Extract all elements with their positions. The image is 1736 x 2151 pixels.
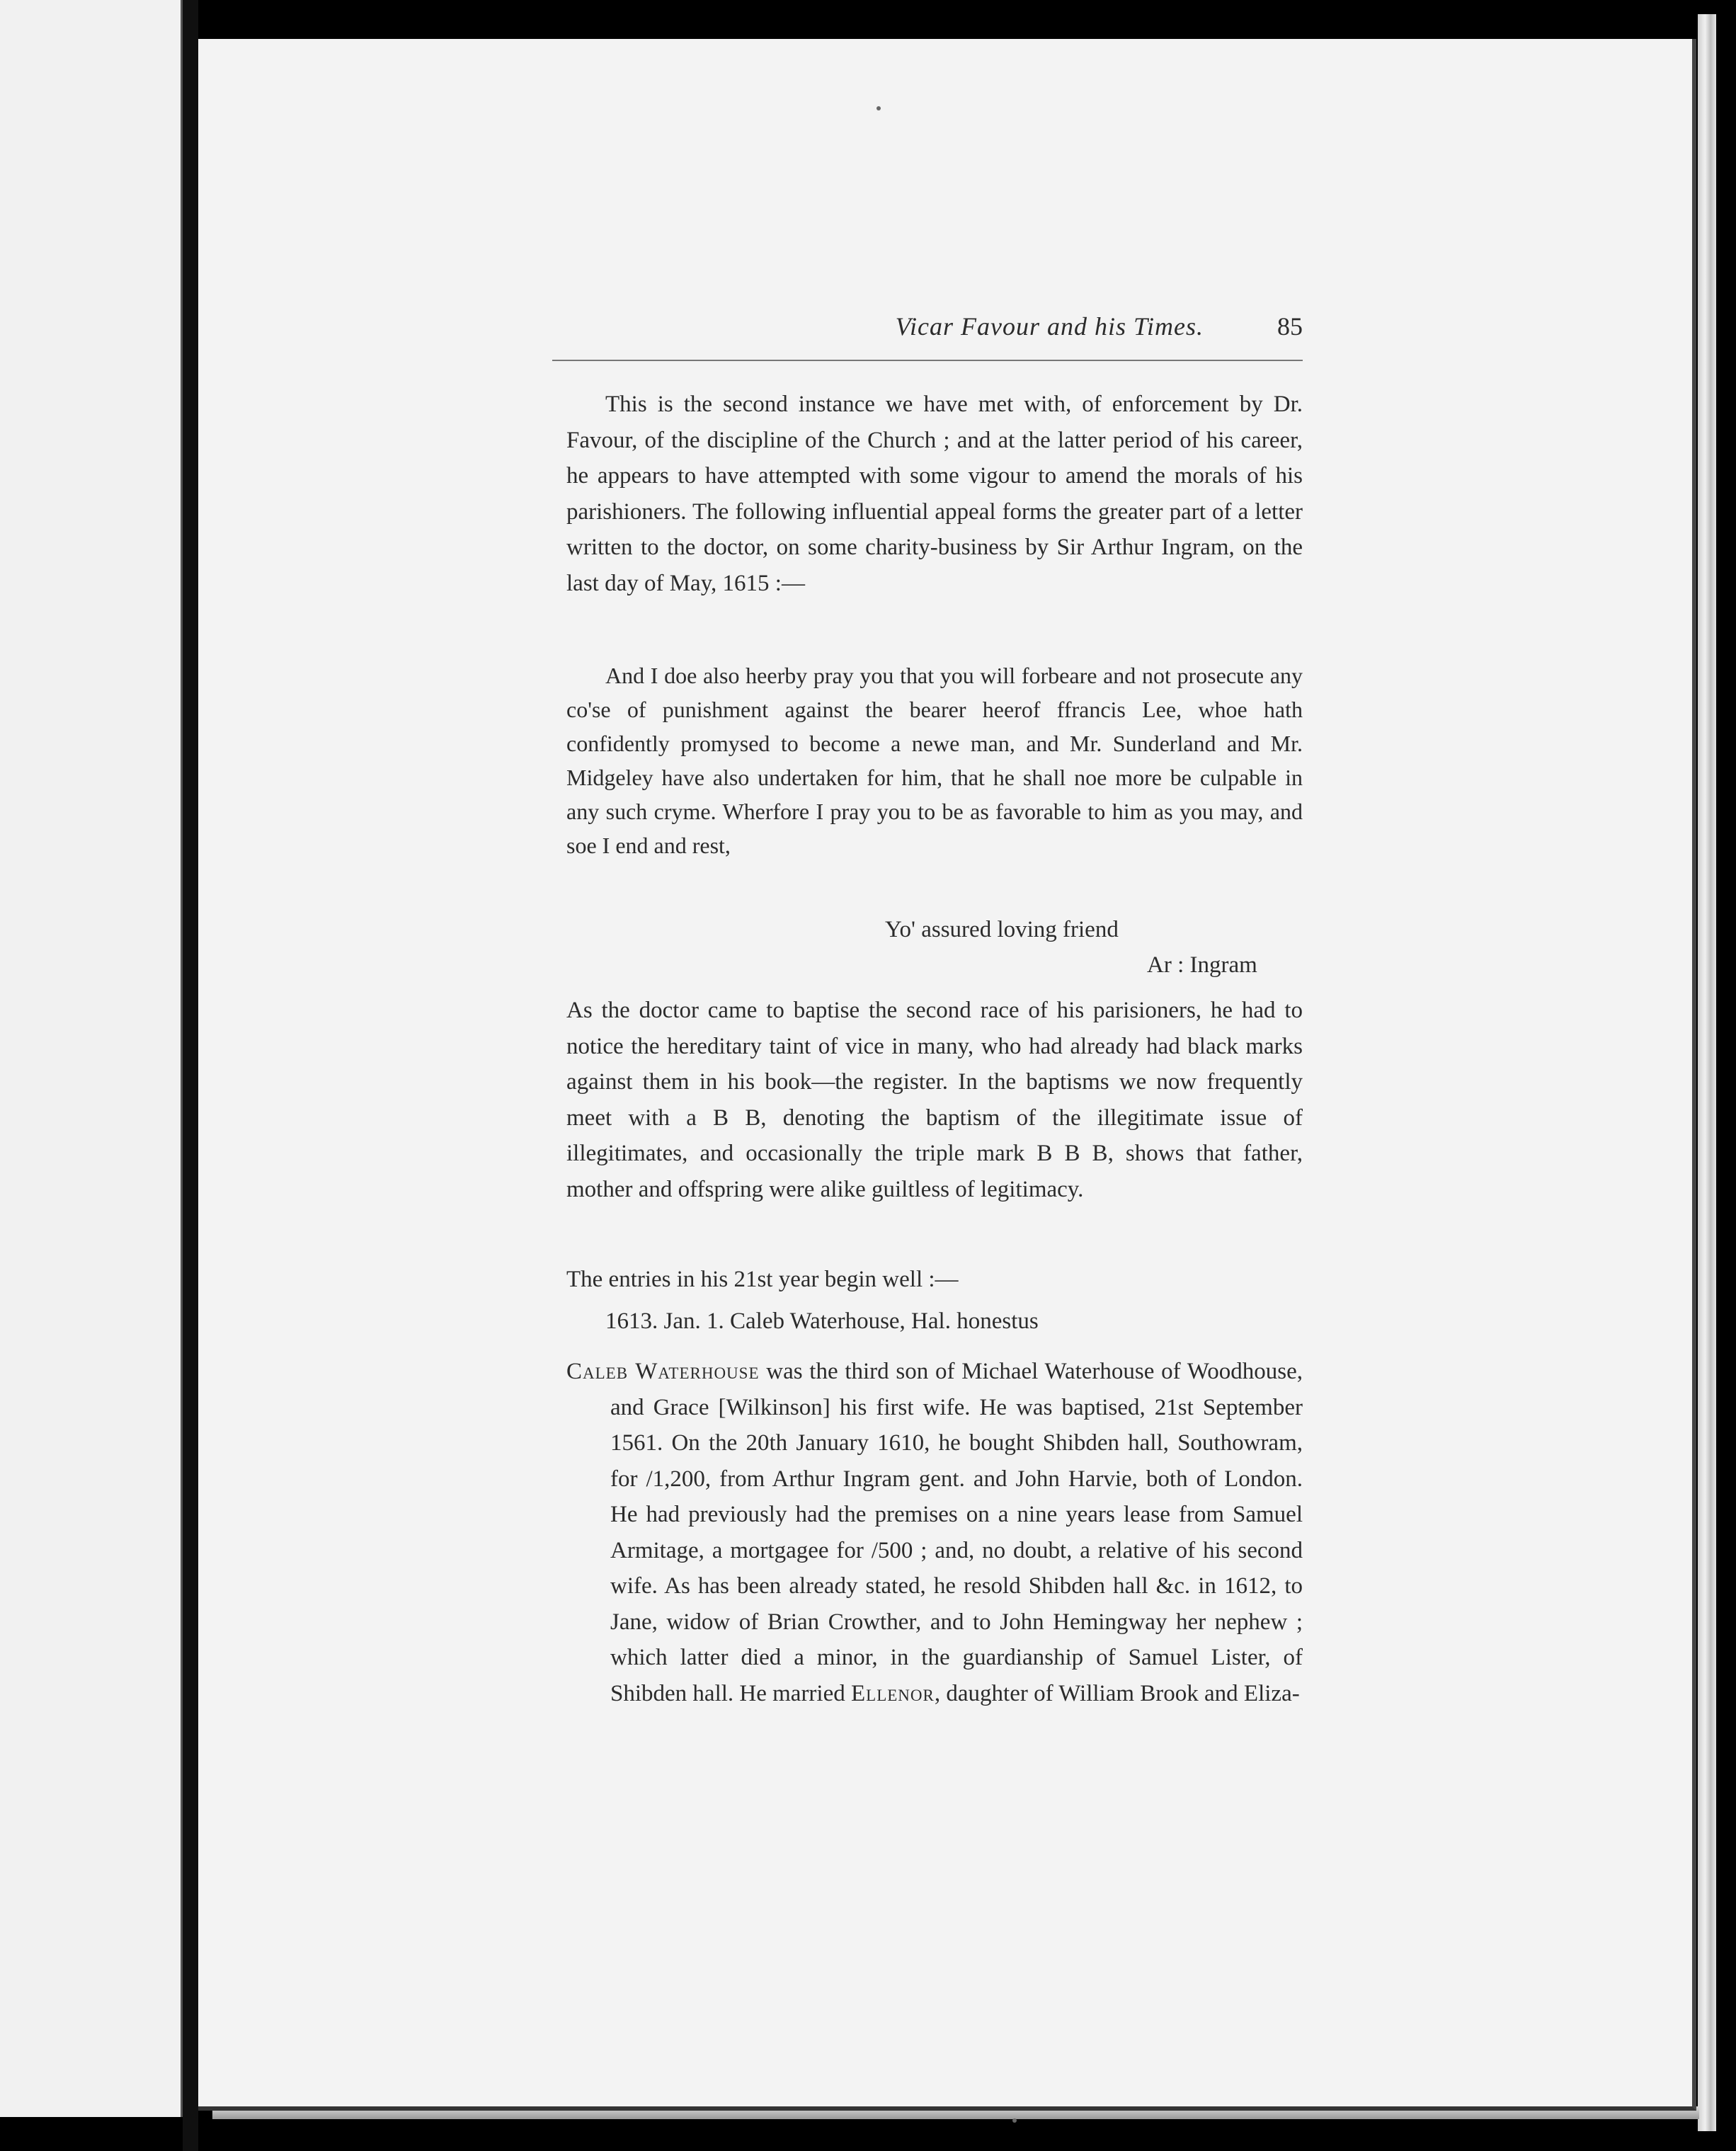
paragraph-caleb-end: , daughter of William Brook and Eliza- [934,1680,1300,1706]
paragraph-baptisms: As the doctor came to baptise the second race of his parisioners, he had to notice the hereditary taint of vice in many, who had already had black marks against them in his book—the register. In the baptisms we now frequently meet with a B B, denoting the baptism of the illegitimate issue of illegitimates, and occasionally the triple mark B B B, shows that father, mother and offspring were alike guiltless of legitimacy. [566,998,1303,1202]
paragraph-caleb-waterhouse [566,1354,1303,1711]
page-speck [1012,2118,1017,2123]
person-name: Caleb Waterhouse [566,1359,760,1384]
header-rule [552,360,1303,361]
running-title: Vicar Favour and his Times. [895,312,1204,341]
quoted-letter: And I doe also heerby pray you that you will forbeare and not prosecute any co'se of punishment against the bearer heerof ffrancis Lee, whoe hath confidently promysed to become a newe man, and Mr. Sunderland and Mr. Midgeley have also undertaken for him, that he shall noe more be culpable in any such cryme. Wherfore I pray you to be as favorable to him as you may, and soe I end and rest, [566,663,1303,858]
running-header [736,312,1303,354]
letter-signature: Ar : Ingram [1147,952,1257,978]
page-number: 85 [1277,312,1303,341]
paragraph-caleb-text: was the third son of Michael Waterhouse of Woodhouse, and Grace [Wilkinson] his first wife. He was baptised, 21st September 1561. On the 20th January 1610, he bought Shibden hall, Southowram, for /1,200, from Arthur Ingram gent. and John Harvie, both of London. He had previously had the premises on a nine years lease from Samuel Armitage, a mortgagee for /500 ; and, no doubt, a relative of his second wife. As has been already stated, he resold Shibden hall &c. in 1612, to Jane, widow of Brian Crowther, and to John Hemingway her nephew ; which latter died a minor, in the guardianship of Samuel Lister, of Shibden hall. He married [610,1359,1303,1706]
page-edge [1698,14,1716,2131]
paragraph-intro: This is the second instance we have met with, of enforcement by Dr. Favour, of the discipline of the Church ; and at the latter period of his career, he appears to have attempted with some vigour to amend the morals of his parishioners. The following influential appeal forms the greater part of a letter written to the doctor, on some charity-business by Sir Arthur Ingram, on the last day of May, 1615 :— [566,392,1303,596]
register-entry: 1613. Jan. 1. Caleb Waterhouse, Hal. honestus [605,1308,1039,1334]
paragraph-entries: The entries in his 21st year begin well :— [566,1267,959,1292]
book-gutter [183,0,198,2151]
person-name-2: Ellenor [851,1680,935,1706]
facing-page [0,0,183,2117]
page-speck [876,106,881,110]
letter-closing: Yo' assured loving friend [885,917,1119,942]
